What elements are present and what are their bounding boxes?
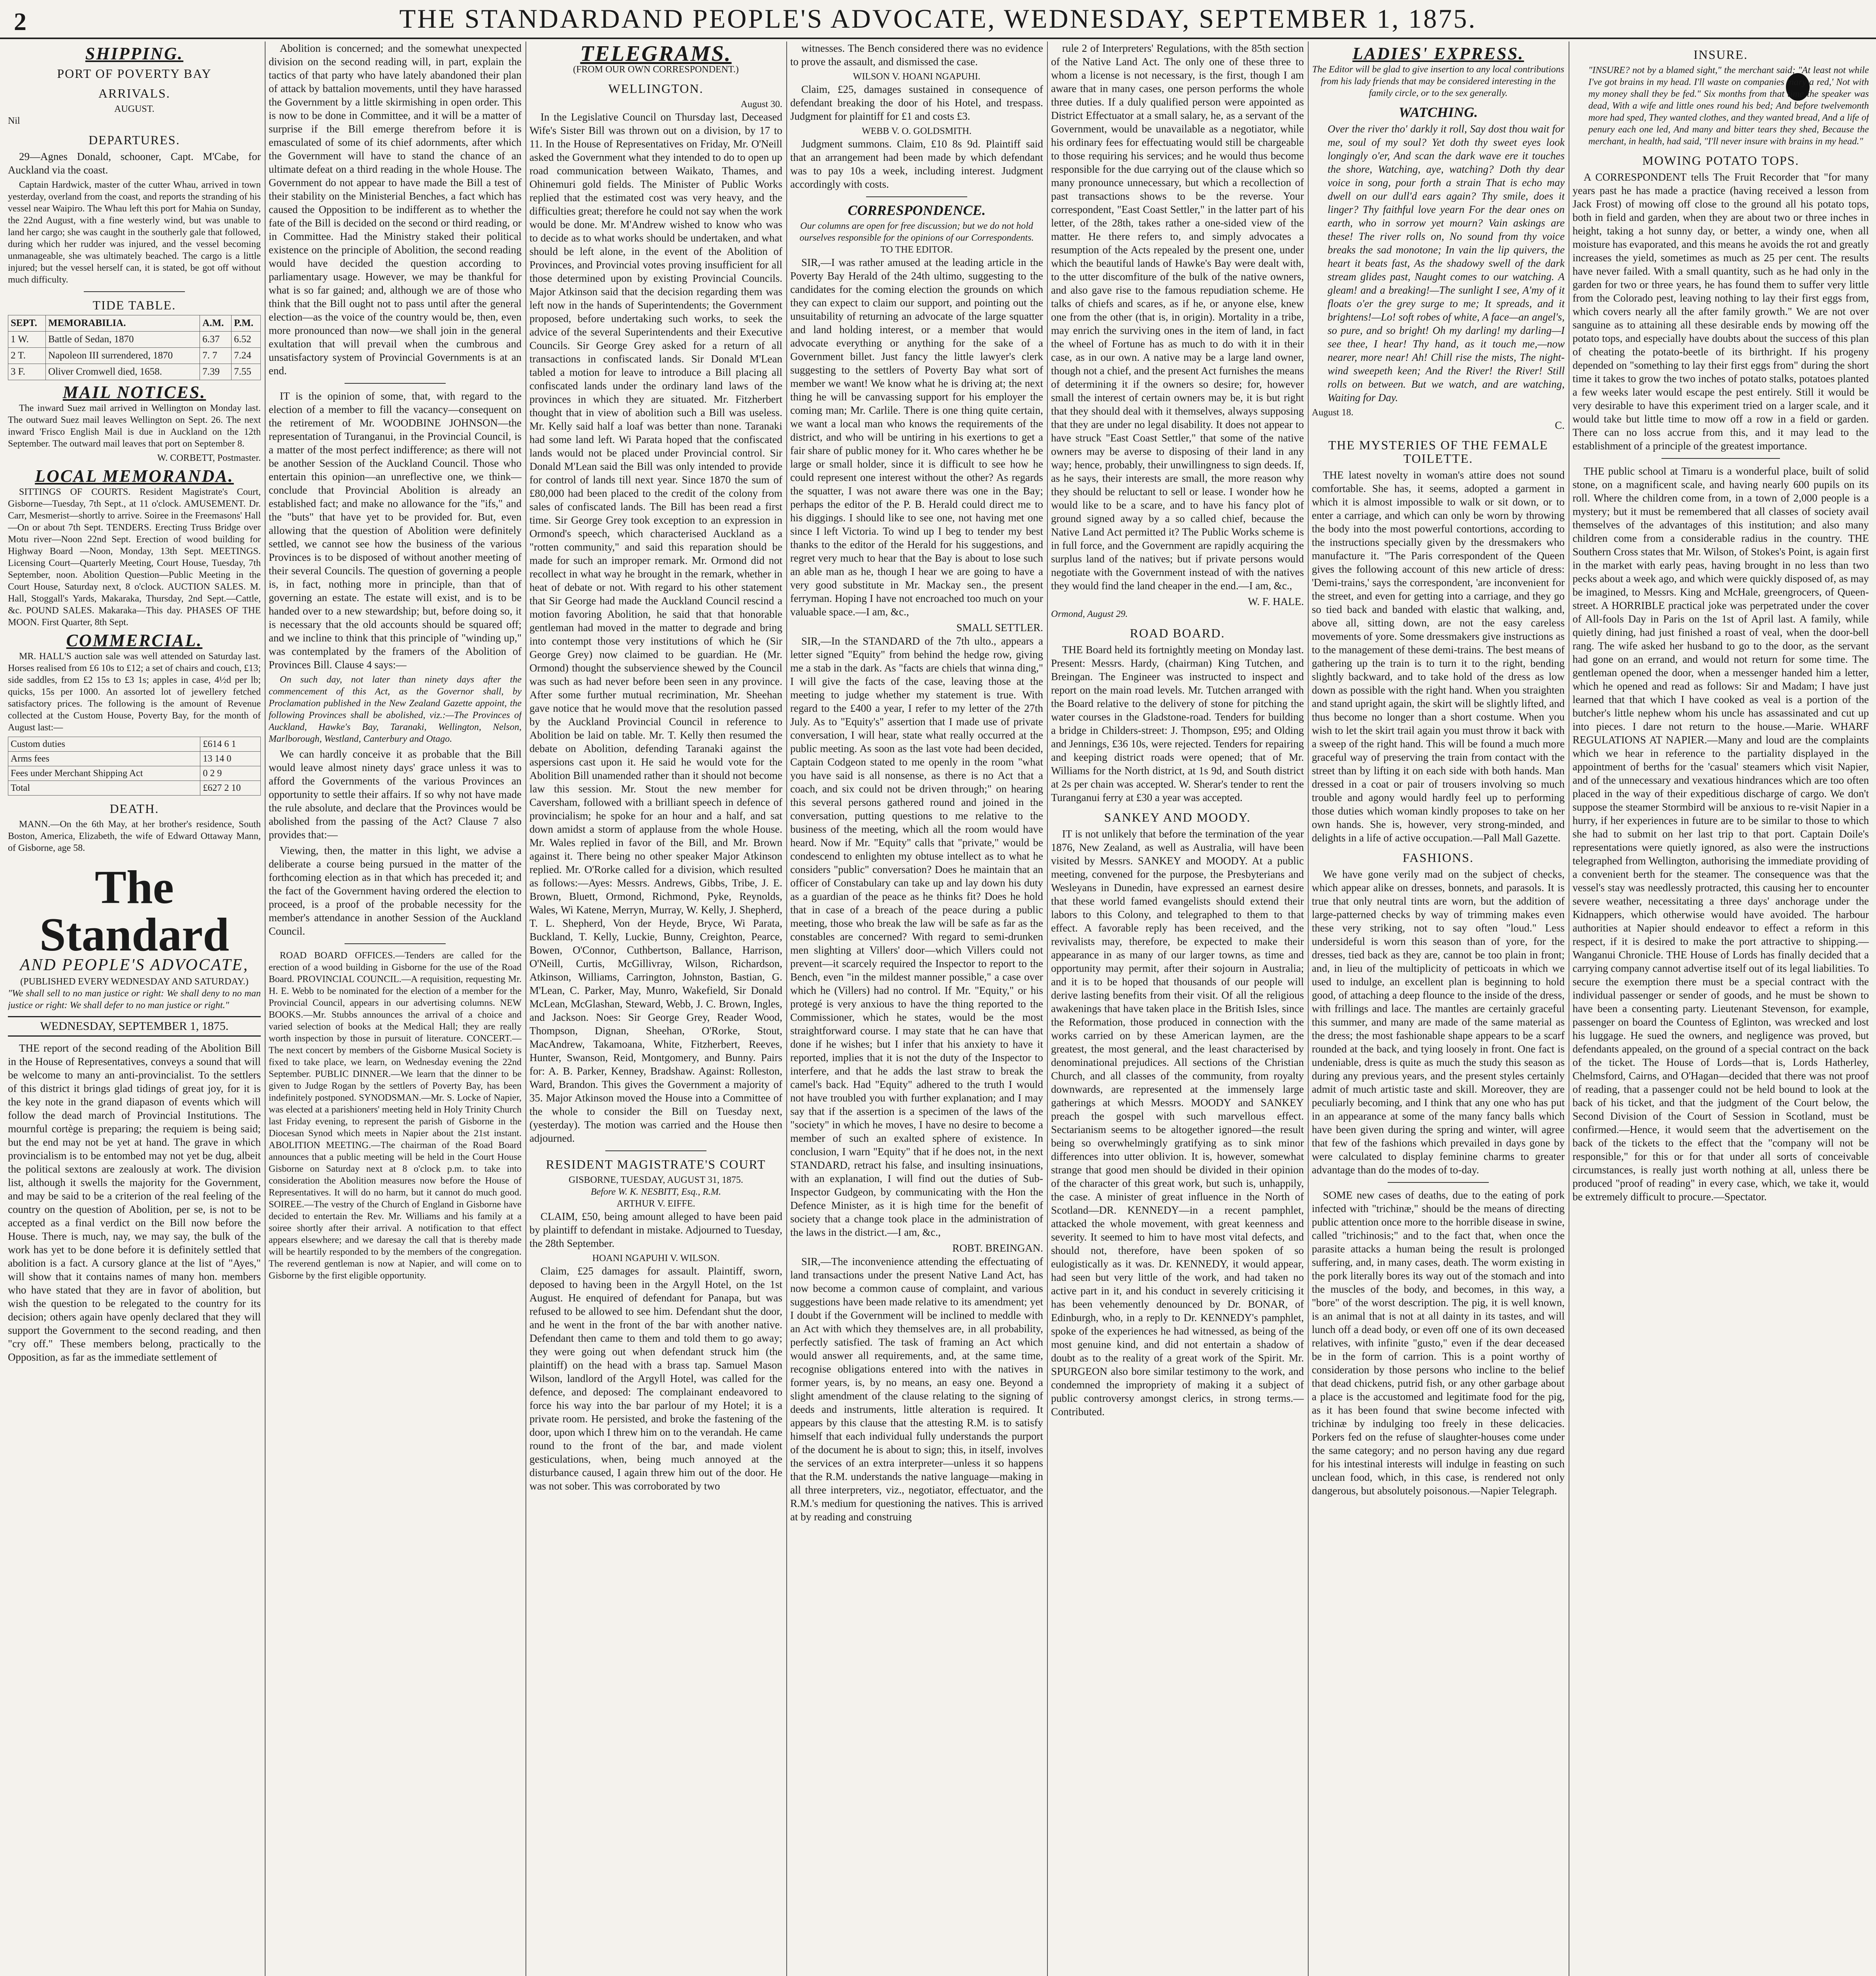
tide-cell: 3 F.: [8, 364, 46, 380]
trichinae-article: SOME new cases of deaths, due to the eating of pork infected with "trichinæ," should be the means of directing public attention once more to the horrible disease in swine, called "trichinosis;" and to the fact that, when once the parasite attacks a human being the result is prolonged suffering, and, in many cases, death. The worm existing in the pork literally bores its way out of the stomach and into the muscles of the body, and becomes, in this way, a "bore" of the worst description. The pig, it is well known, is an animal that is not at all dainty in its tastes, and will lunch off a dead body, or even off one of its own deceased relatives, with infinite "gusto," even if the dear deceased be in the form of carrion. This is a point worthy of consideration by those persons who incline to the belief that dead chickens, putrid fish, or any other garbage about a place is the accustomed and legitimate food for the pig, as it has been found that swine become infected with trichinæ by indulging too freely in these delicacies. Porkers fed on the refuse of slaughter-houses come under the same category; and no person having any due regard for his intestinal interests will indulge in feasting on such unclean food, which, in this case, is rendered not only dangerous, but absolutely poisonous.—Napier Telegraph.: [1312, 1189, 1565, 1497]
fashions-text: We have gone verily mad on the subject of checks, which appear alike on dresses, bonnets, and parasols. It is true that only neutral tints are worn, but the addition of large-patterned checks by way of trimming makes even these very striking, not to say often "loud." Less undersideful is worn this season than of yore, for the dresses, tied back as they are, cannot be too plain in front; and, in lieu of the multiplicity of petticoats in which we used to indulge, an excellent plan is beginning to hold good, of attaching a deep flounce to the inside of the dress, with frillings and lace. The mantles are certainly graceful this summer, and many are made of the same material as the dress; the most fashionable shape appears to be a scarf rounded at the back, and tying loosely in front. One fact is undeniable, dress is quite as much the study this season as during any previous years, and the present styles certainly admit of much artistic taste and skill. Moreover, they are peculiarly becoming, and I think that any one who has put in an appearance at some of the many fancy balls which have been given during the spring and winter, will agree that few of the fashions which prevailed in days gone by were calculated to display feminine charms to greater advantage than do the modes of to-day.: [1312, 868, 1565, 1176]
insure-title: INSURE.: [1693, 47, 1748, 62]
arrivals-month: AUGUST.: [114, 104, 154, 114]
dateline: WEDNESDAY, SEPTEMBER 1, 1875.: [8, 1016, 261, 1037]
letter-text: SIR,—I was rather amused at the leading article in the Poverty Bay Herald of the 24th ultimo, suggesting to the candidates for the coming election the grounds on which they can expect to claim our support, and pointing out the unsuitability of returning an advocate of the large squatter and land holding interest, or a member that would advocate everything or anything for the sake of a Government billet. Just fancy the little lawyer's clerk suggesting to the settlers of Poverty Bay what sort of member we want! We know what he is driving at; the next thing he will be canvassing support for his employer the coming man; Mr. Carlile. There is one thing quite certain, we want a local man who knows the requirements of the district, and who will be untiring in his exertions to get a fair share of public money for it. Who cares whether he be large or small holder, since it is difficult to see how he could represent one interest without the other? As regards the squatter, I was not aware there was one in the Bay; perhaps the editor of the P. B. Herald could direct me to his diggings. I should like to see one, not having met one since I left Victoria. To wind up I beg to tender my best thanks to the editor of the Herald for his suggestions, and regret very much to hear that the Bay is about to lose such an able man as he, though I hear we are going to have a very good substitute in Mr. Mackay sen., the present ferryman. Hoping I have not encroached too much on your valuable space.—I am, &c.,: [790, 256, 1043, 618]
mowing-title: MOWING POTATO TOPS.: [1642, 153, 1799, 168]
tide-table-title: TIDE TABLE.: [92, 298, 176, 312]
revenue-amount: £627 2 10: [200, 781, 261, 796]
case-text: Claim, £25, damages sustained in consequence of defendant breaking the door of his Hotel, and trespass. Judgment for plaintiff for £1 and costs £3.: [790, 83, 1043, 122]
table-row: [8, 737, 261, 752]
arrivals-heading: ARRIVALS.: [98, 86, 170, 100]
letter-dateline: Ormond, August 29.: [1051, 609, 1128, 619]
revenue-table: [8, 737, 261, 796]
editorial-2-conclusion: Viewing, then, the matter in this light, we advise a deliberate a course being pursued in the matter of the forthcoming election as in that which has preceded it; and the fact of the Government having ordered the election to proceed, is a proof of the probable necessity for the member's attendance in another Session of the Auckland Council.: [269, 845, 522, 937]
tide-cell: 6.52: [232, 332, 261, 348]
revenue-label: Custom duties: [8, 737, 200, 752]
masthead: THE STANDARDAND PEOPLE'S ADVOCATE, WEDNESDAY, SEPTEMBER 1, 1875.: [399, 4, 1477, 34]
ladies-express-title: LADIES' EXPRESS.: [1352, 44, 1524, 63]
tide-header: P.M.: [232, 315, 261, 332]
clause-4-quote: On such day, not later than ninety days after the commencement of this Act, as the Governor shall, by Proclamation published in the New Zealand Gazette appoint, the following Provinces shall be abolished, viz.:—The Provinces of Auckland, Hawke's Bay, Taranaki, Wellington, Nelson, Marlborough, Westland, Canterbury and Otago.: [269, 675, 522, 744]
nameplate: The Standard: [39, 861, 230, 961]
correspondence-title: CORRESPONDENCE.: [848, 202, 986, 218]
rm-court-title: RESIDENT MAGISTRATE'S COURT: [546, 1157, 766, 1171]
tide-table: [8, 315, 261, 380]
mysteries-text: THE latest novelty in woman's attire does not sound comfortable. She has, it seems, adopted a garment in which it is almost impossible to walk or sit down, or to enter a carriage, and which can only be worn by throwing the body into the most powerful contortions, according to the instructions specially given by the dressmakers who manufacture it. "The Paris correspondent of the Queen gives the following account of this new article of dress: 'Demi-trains,' says the correspondent, 'are inconvenient for the street, and even for getting into a carriage, and they go so tied back and banded with elastic that walking, and, above all, sitting down, are not the easy careless movements of yore. Some dressmakers give instructions as to the management of these demi-trains. The best means of gathering up the train is to turn it to the right, bending slightly backward, and to take hold of the dress as low down as possible with the right hand. When you straighten and stand upright again, the skirt will be slightly lifted, and thus become no longer than a short costume. When you wish to let the skirt trail again you must throw it back with a sweep of the right hand. This will be found a much more graceful way of preserving the train from contact with the street than by lifting it on each side with both hands. Man dressed in a coat or pair of trousers involving so much trouble and agony would hardly feel up to performing those duties which woman kindly proposes to take on her own hands. She is, however, very strong-minded, and delights in a life of active occupation.—Pall Mall Gazette.: [1312, 469, 1565, 844]
sankey-moody-title: SANKEY AND MOODY.: [1104, 810, 1251, 824]
column-divider: [265, 41, 266, 1976]
table-row: [8, 766, 261, 781]
tide-cell: 7.39: [200, 364, 232, 380]
revenue-amount: 13 14 0: [200, 752, 261, 766]
table-row: [8, 781, 261, 796]
mail-notices-title: MAIL NOTICES.: [62, 383, 206, 402]
tide-cell: 7.55: [232, 364, 261, 380]
page-header: [0, 0, 1876, 39]
column-divider: [1308, 41, 1309, 1976]
page-number: 2: [14, 8, 26, 36]
tide-header: SEPT.: [8, 315, 46, 332]
editorial-2-continued: We can hardly conceive it as probable that the Bill would leave almost ninety days' grace unless it was to afford the Governments of the various Provinces an opportunity to settle their affairs. If so why not have made the rule absolute, and declare that the Provinces would be abolished from the passing of the Act? Clause 7 also provides that:—: [269, 748, 522, 841]
revenue-label: Arms fees: [8, 752, 200, 766]
departures-heading: DEPARTURES.: [89, 133, 180, 147]
column-divider: [1047, 41, 1048, 1976]
road-board-text: THE Board held its fortnightly meeting on Monday last. Present: Messrs. Hardy, (chairman) King Tutchen, and Breingan. The Engineer was instructed to inspect and report on the main road levels. Mr. Tutchen arranged with the Board relative to the delivery of stone for pitching the water courses in the Gladstone-road. Tenders for building a bridge in Childers-street: J. Thompson, £95; and Olding and Jennings, £36 10s, were rejected. Tenders for repairing and keeping district roads were opened; that of Mr. Williams for the North district, at 1s 9d, and South district at 2s per chain was accepted. W. Sherar's tender to rent the Turanganui ferry at £30 a year was accepted.: [1051, 644, 1304, 803]
letter-text: SIR,—The inconvenience attending the effectuating of land transactions under the present Native Land Act, has now become a common cause of complaint, and various suggestions have been made relative to its amendment; yet I doubt if the Government will be inclined to meddle with an Act with which they themselves are, in all probability, perfectly satisfied. The task of framing an Act which would answer all requirements, and, at the same time, recognise obligations entered into with the natives in former years, is, by no means, an easy one. Beyond a slight amendment of the clause relating to the signing of deeds and instruments, little alteration is required. It appears by this clause that the attesting R.M. is to satisfy himself that each individual fully understands the purport of the document he is about to sign; this, in itself, involves the services of an extra interpreter—unless it so happens that the R.M. understands the native language—making in all three interpreters, viz., negotiator, effectuator, and the R.M.'s medium for questioning the natives. This is arrived at by reading and construing: [790, 1256, 1043, 1523]
tide-cell: 7. 7: [200, 348, 232, 364]
wellington-heading: WELLINGTON.: [608, 81, 704, 96]
departure-entry: 29—Agnes Donald, schooner, Capt. M'Cabe, for Auckland via the coast.: [8, 151, 261, 176]
local-notes: ROAD BOARD OFFICES.—Tenders are called for the erection of a wood building in Gisborne for the use of the Road Board. PROVINCIAL COUNCIL.—A requisition, requesting Mr. H. E. Webb to be nominated for the election of a member for the Provincial Council, appears in our advertising columns. NEW BOOKS.—Mr. Stubbs announces the arrival of a choice and varied selection of books at the Medical Hall; they are really worth inspection by those in pursuit of literature. CONCERT.—The next concert by members of the Gisborne Musical Society is fixed to take place, we learn, on Wednesday evening the 22nd September. PUBLIC DINNER.—We learn that the dinner to be given to Judge Rogan by the settlers of Poverty Bay, has been indefinitely postponed. SYNODSMAN.—Mr. S. Locke of Napier, was elected at a parishioners' meeting held in Holy Trinity Church last Friday evening, to represent the parish of Gisborne in the Diocesan Synod which meets in Napier about the 21st instant. ABOLITION MEETING.—The chairman of the Road Board announces that a public meeting will be held in the Court House Gisborne on Saturday next at 8 o'clock p.m. to take into consideration the Abolition measures now before the House of Representatives. It will do no harm, but it cannot do much good. SOIREE.—The vestry of the Church of England in Gisborne have decided to entertain the Rev. Mr. Williams and his family at a soiree shortly after their arrival. A notification to that effect appears elsewhere; and we daresay the call that is thereby made will be heartily responded to by the members of the congregation. The reverend gentleman is now at Napier, and will come on to Gisborne by the first eligible opportunity.: [269, 950, 522, 1281]
revenue-amount: £614 6 1: [200, 737, 261, 752]
rm-court-date: GISBORNE, TUESDAY, AUGUST 31, 1875.: [569, 1175, 743, 1185]
case-text: Judgment summons. Claim, £10 8s 9d. Plaintiff said that an arrangement had been made by which defendant was to pay 10s a week, including interest. Judgment accordingly with costs.: [790, 138, 1043, 190]
shipping-title: SHIPPING.: [85, 44, 184, 63]
mysteries-title: THE MYSTERIES OF THE FEMALE TOILETTE.: [1328, 438, 1548, 466]
letter-text-continued: rule 2 of Interpreters' Regulations, with the 85th section of the Native Land Act. The only one of these three to whom a license is not necessary, is the first, though I am aware that in many cases, one person performs the whole three duties. If a duly qualified person were appointed as District Effectuator at a small salary, he, as a servant of the Government, would be unavailable as a negotiator, while his ordinary fees for effectuating would still be chargeable to those requiring his services; and he would thus become responsible for the due carrying out of the clause which so many pronounce unnecessary, but which a recollection of past transactions shows to be the reverse. Your correspondent, "East Coast Settler," in the latter part of his letter, of the 28th, takes rather a one-sided view of the matter. He there refers to, and simply advocates a resumption of the Acts repealed by the present one, under which the beautiful lands of Hawke's Bay were dealt with, to the utter discomfiture of the bulk of the native owners, and also gave rise to the famous repudiation scheme. He talks of chiefs and scares, as if he, or anyone else, knew one from the other (that is, in origin). Mortality in a tribe, may enrich the surviving ones in the item of land, in fact the wheel of Fortune has as much to do with it in their case, as in our own. A native may be a large land owner, though not a chief, and the present Act furnishes the means of determining it if the owners so desire; for, however small the interest of certain owners may be, it is but right that they should deal with it themselves, always supposing that they are under no legal disability. It does not appear to have struck "East Coast Settler," that some of the native owners may be averse to disposing of their land in any way; hence, probably, their unwillingness to sign deeds. If, as he says, their interests are small, the more reason why they should be reluctant to sell or lease. I wonder how he would like to be a scare, and to have his fancy plot of ground signed away by a so called chief, because the Native Land Act permitted it? The Public Works scheme is in full force, and the Government are rapidly acquiring the surplus land of the natives; but if private persons would negotiate with the Government instead of with the natives they would find the land cheaper in the end.—I am, &c.,: [1051, 42, 1304, 592]
commercial-text: MR. HALL'S auction sale was well attended on Saturday last. Horses realised from £6 10s to £12; a set of chairs and couch, £13; side saddles, from £2 15s to £3 1s; apples in case, 4½d per lb; quicks, 15s per 1000. An assorted lot of jewellery fetched satisfactory prices. The following is the amount of Revenue collected at the Custom House, Poverty Bay, for the month of August last:—: [8, 651, 261, 733]
column-1: [8, 41, 261, 1976]
poem-signature: C.: [1555, 419, 1565, 431]
letter-text: SIR,—In the STANDARD of the 7th ulto., appears a letter signed "Equity" from behind the hedge row, giving me a stab in the dark. As "facts are chiels that winna ding," I will give the facts of the case, leaving those at the meeting to judge whether my statement is true. With regard to the £400 a year, I refer to my letter of the 27th July. As to "Equity's" assertion that I made use of private conversation, I will hear, state what really occurred at the public meeting. As soon as the last vote had been decided, Captain Codgeon stated to me openly in the room "what you have said is all nonsense, as there is no Act that a coach, and six could not be driven through;" on hearing this several persons gathered round and joined in the conversation, putting questions to me relative to the business of the meeting, which all the room would have heard. Now if Mr. "Equity" calls that "private," would be condescend to enlighten my obtuse intellect as to what he considers "public" conversation? Does he maintain that an officer of Constabulary can take up and lay down his duty as a guardian of the peace as he thinks fit? Does he hold that in case of a breach of the peace during a public meeting, those who break the law will be safe as far as the constables are concerned? With regard to semi-drunken men slighting at Villers' door—which Villers could not prevent—it scarcely required the Inspector to report to the Bench, even "in the mildest manner possible," a case over which he (Villers) had no control. If Mr. "Equity," or his protegé is very anxious to have the thing reported to the Commissioner, which he states, would be the most straightforward course. I may state that he can have that done if he wishes; but I infer that his anxiety to have it reported, implies that it is not the duty of the Inspector to interfere, and that he adds the last straw to break the camel's back. Had "Equity" adhered to the truth I would not have troubled you with further explanation; and I may say that if the assertion is a specimen of the laws of the "society" in which he moves, I have no desire to become a member of such an exalted sphere of existence. In conclusion, I warn "Equity" that if he does not, in the next STANDARD, retract his false, and insulting insinuations, with an explanation, I will find out the duties of Sub-Inspector Gudgeon, by communicating with the Hon the Defence Minister, as it is high time for the benefit of society that a change took place in the administration of the laws in the district.—I am, &c.,: [790, 635, 1043, 1238]
table-row: [8, 332, 261, 348]
table-row: [8, 752, 261, 766]
mail-signature: W. CORBETT, Postmaster.: [157, 453, 261, 463]
case-title: WEBB V. O. GOLDSMITH.: [862, 126, 972, 136]
case-text: CLAIM, £50, being amount alleged to have been paid by plaintiff to defendant in mistake. Adjourned to Tuesday, the 28th September.: [529, 1210, 782, 1249]
telegrams-source: (FROM OUR OWN CORRESPONDENT.): [573, 64, 739, 75]
road-board-title: ROAD BOARD.: [1130, 626, 1225, 640]
shipping-report: Captain Hardwick, master of the cutter Whau, arrived in town yesterday, overland from the coast, and reports the stranding of his vessel near Waipiro. The Whau left this port for Mahia on Sunday, the 22nd August, with a fine westerly wind, but was unable to land her cargo; she was caught in the southerly gale that followed, during which her rudder was injured, and the vessel becoming unmanageable, she was ultimately beached. The cargo is a little injured; but the vessel herself can, it is stated, be got off without much difficulty.: [8, 180, 261, 285]
column-4: [790, 41, 1043, 1976]
telegram-date: August 30.: [740, 99, 782, 109]
to-editor: TO THE EDITOR.: [880, 245, 953, 255]
editorial-text: THE report of the second reading of the Abolition Bill in the House of Representatives, conveys a sound that will be welcome to many an anti-provincialist. To the settlers of this district it brings glad tidings of great joy, for it is the key note in the grand diapason of events which will follow the dead march of Provincial Institutions. The mournful cortège is preparing; the requiem is being said; but the end may not be yet at hand. The grave in which provincialism is to be entombed may not yet be dug, albeit the political sextons are zealously at work. The division list, although it swells the majority for the Government, and may be said to be a criterion of the real feeling of the country on the question of Abolition, per se, is not to be accepted as a final verdict on the Bill now before the House. There is much, nay, we may say, the bulk of the work has yet to be done before it is definitely settled that abolition is a fact. A cursory glance at the list of "Ayes," will show that it contains names of many hon. members who have stated that they are in favor of abolition, but wish the question to be relegated to the country for its decision; others again have openly declared that they will support the Government to the second reading, and then "cry off." These members belong, practically to the Opposition, as far as the immediate settlement of: [8, 1042, 261, 1363]
tide-cell: Battle of Sedan, 1870: [46, 332, 200, 348]
case-text: Claim, £25 damages for assault. Plaintiff, sworn, deposed to having been in the Argyll Hotel, on the 1st August. He enquired of defendant for Panapa, but was refused to be allowed to see him. Defendant shut the door, and he went in the front of the bar with another native. Defendant then came to them and told them to go away; they were going out when defendant struck him (the plaintiff) on the head with a brass tap. Samuel Mason Wilson, landlord of the Argyll Hotel, was called for the defence, and deposed: The complainant endeavored to force his way into the bar parlour of my Hotel; it is a private room. He persisted, and broke the fastening of the door, upon which I threw him on to the verandah. He came round to the front of the bar, and made violent gesticulations, when, being much annoyed at the disturbance caused, I again threw him out of the door. He was not sober. This was corroborated by two: [529, 1265, 782, 1492]
letter-signature: ROBT. BREINGAN.: [952, 1242, 1043, 1254]
tide-header: A.M.: [200, 315, 232, 332]
case-text-continued: witnesses. The Bench considered there was no evidence to prove the assault, and dismissed the case.: [790, 42, 1043, 68]
letter-signature: W. F. HALE.: [1248, 596, 1304, 607]
column-6: [1312, 41, 1565, 1976]
poem-text: Over the river tho' darkly it roll, Say dost thou wait for me, soul of my soul? Yet doth thy sweet eyes look longingly o'er, And scan the dark wave ere it touches the shore, Watching, aye, watching? Doth thy dear voice in song, pour forth a strain That is echo may dwell on our dull'd ears again? Thy smile, does it linger? Thy faithful love yearn For the dear ones on earth, who in sorrow yet mourn? Vain askings are these! The river rolls on, No sound from thy voice breaks the sad monotone; In vain the lip quivers, the heart it beats fast, As the shadowy swell of the dark stream glides past, Naught comes to our watching. A gleam! and a breaking!—The sunlight I see, A'my of it floats o'er the grey surge to me; It spreads, and it brightens!—Lo! soft robes of white, A face—an angel's, so pure, and so bright! Oh my darling! my darling—I see thee, I hear! Thy hand, as it touch me,—now nearer, more near! Ah! Chill rise the mists, The night-wind sweepeth keen; And the River! the River! Still rolls on between. But we watch, and are watching, Waiting for Day.: [1328, 123, 1565, 403]
sankey-moody-text: IT is not unlikely that before the termination of the year 1876, New Zealand, as well as Australia, will have been visited by Messrs. SANKEY and MOODY. At a public meeting, convened for the purpose, the Presbyterians and Wesleyans in Dunedin, have expressed an earnest desire that these world famed evangelists should extend their labors to this Colony, and telegraphed to them to that effect. A favorable reply has been received, and the revivalists may, therefore, be expected to make their appearance in as many of our larger towns, as time and opportunity may permit, after their sojourn in Australia; and it is to be hoped that thousands of our people will derive lasting benefits from their visit. Of all the religious awakenings that have taken place in the British Isles, since the Reformation, those produced in connection with the works carried on by these American laymen, are the greatest, the most general, and the least characterised by denominational prejudices. All sections of the Christian Church, and all classes of the community, from royalty downwards, are represented at the immensely large gatherings at which Messrs. MOODY and SANKEY preach the gospel with such marvellous effect. Sectarianism seems to be altogether ignored—the result being so overwhelmingly gratifying as to sink minor differences into utter oblivion. It is, however, somewhat strange that good men should be divided in their opinion of the character of this great work, but such is, unhappily, the case. A minister of great influence in the North of Scotland—DR. KENNEDY—in a recent pamphlet, attacked the whole movement, with great keenness and severity. It seemed to him to have most vital defects, and should not, therefore, have been spoken of so eulogistically as it was. Dr. KENNEDY, it would appear, had seen but very little of the work, and had taken no active part in it, and his conduct in severely criticising it has been vehemently denounced by Dr. BONAR, of Edinburgh, who, in a reply to Dr. KENNEDY's pamphlet, spoke of the experiences he had witnessed, as being of the most genuine kind, and did not entertain a shadow of doubt as to the reality of a great work of the Spirit. Mr. SPURGEON also bore similar testimony to the work, and condemned the impropriety of making it a subject of public controversy amongst clerics, in strong terms.—Contributed.: [1051, 828, 1304, 1418]
local-memoranda-title: LOCAL MEMORANDA.: [35, 466, 234, 486]
fashions-title: FASHIONS.: [1402, 850, 1474, 865]
tide-cell: 6.37: [200, 332, 232, 348]
tide-cell: 2 T.: [8, 348, 46, 364]
tide-cell: Oliver Cromwell died, 1658.: [46, 364, 200, 380]
column-7: [1573, 41, 1869, 1976]
revenue-label: Fees under Merchant Shipping Act: [8, 766, 200, 781]
commercial-title: COMMERCIAL.: [66, 631, 203, 650]
revenue-label: Total: [8, 781, 200, 796]
case-title: HOANI NGAPUHI V. WILSON.: [592, 1253, 720, 1263]
miscellany-text: THE public school at Timaru is a wonderful place, built of solid stone, on a magnificent scale, and having nearly 600 pupils on its roll. Where the children come from, in a town of 2,000 people is a mystery; but it must be remembered that all classes of society avail themselves of the advantages of this institution; and also many children come from a considerable radius in the country. THE Southern Cross states that Mr. Wilson, of Stokes's Point, is again first in the market with early peas, having brought in no less than two pecks about a week ago, and which were quickly disposed of, as may be imagined, to Messrs. King and McHale, greengrocers, of Queen-street. A HORRIBLE practical joke was perpetrated under the cover of All-fools Day in Paris on the 1st of April last. A family, while quietly dining, had just finished a roast of veal, when the door-bell rang. The wife asked her husband to go to the door, as the servant had gone on an errand, and would not return for some time. The gentleman opened the door, when a messenger handed him a letter, which he opened and read as follows: Sir and Madam; I have just learned that that which I have cooked as veal is a portion of the butcher's little nephew whom his uncle has assassinated and cut up into pieces. I dare not return to the house.—Marie. WHARF REGULATIONS AT NAPIER.—Many and loud are the complaints which we hear in reference to the partiality displayed in the appointment of berths for the 'casual' steamers which visit Napier, and of the unnecessary and vexatious hindrances which are too often placed in the way of their expeditious discharge of cargo. We don't suppose the steamer Stormbird will be anxious to re-visit Napier in a hurry, if her experiences in future are to be similar to those to which she had to submit on her last trip to that port. Captain Doile's representations were quietly ignored, as also were the instructions telegraphed from Wellington, authorising the immediate providing of a convenient berth for the steamer. The consequence was that the vessel's stay was needlessly protracted, this causing her to encounter severe weather, necessitating a three days' anchorage under the Kidnappers, which otherwise would have avoided. The harbour authorities at Napier should endeavor to effect a reform in this respect, if it is desired to make the port attractive to shipping.—Wanganui Chronicle. THE House of Lords has finally decided that a carrying company cannot advertise itself out of its legal liabilities. To secure the exemption there must be a special contract with the individual passenger or sender of goods, and he must be shown to have been a consenting party. Lieutenant Stevenson, for example, passenger on board the Countess of Eglinton, was wrecked and lost his luggage. He sued the owners, and negligence was proved, but defendants appealed, on the ground of a special contract on the back of the ticket. The House of Lords—that is, Lords Hatherley, Chelmsford, Cairns, and O'Hagan—decided that there was not proof of reading, that a passenger could not be held bound to look at the back of his ticket, and that the judgment of the Court below, the Second Division of the Court of Session in Scotland, must be confirmed.—Hence, it would seem that the advertisement on the back of the tickets to the effect that the "company will not be responsible," for this or for that under all sorts of conceivable circumstances, is really just worth nothing at all, unless there be produced "proof of reading" in every case, which, we take it, would be extremely difficult to procure.—Spectator.: [1573, 465, 1869, 1203]
publication-schedule: (PUBLISHED EVERY WEDNESDAY AND SATURDAY.): [20, 977, 249, 987]
correspondence-note: Our columns are open for free discussion; but we do not hold ourselves responsible for the opinions of our Correspondents.: [799, 221, 1034, 243]
poem-title: WATCHING.: [1398, 104, 1478, 120]
tide-cell: 1 W.: [8, 332, 46, 348]
editorial-2: IT is the opinion of some, that, with regard to the election of a member to fill the vacancy—consequent on the retirement of Mr. WOODBINE JOHNSON—the representation of Turanganui, in the Provincial Council, is a matter of the most perfect indifference; as there will not be another Session of the Auckland Council. Those who entertain this opinion—an unreflective one, we think—conclude that Provincial Abolition is already an established fact; and make no allowance for the "ifs," and the "buts" that have yet to be provided for. But, even allowing that the question of Abolition were definitely settled, we cannot see how the business of the various Provinces is to be disposed of without another meeting of their several Councils. The question of governing a people is, in fact, nothing more in principle, than that of governing an estate. The estate will exist, and is to be handed over to a new stewardship; but, before doing so, it is necessary that the old accounts should be squared off; and we incline to think that this principle of "winding up," was contemplated by the framers of the Abolition of Provinces Bill. Clause 4 says:—: [269, 390, 522, 671]
death-notice: MANN.—On the 6th May, at her brother's residence, South Boston, America, Elizabeth, the wife of Edward Ottaway Mann, of Gisborne, age 58.: [8, 819, 261, 853]
local-memoranda-text: SITTINGS OF COURTS. Resident Magistrate's Court, Gisborne—Tuesday, 7th Sept., at 11 o'clock. AMUSEMENT. Dr. Carr, Mesmerist—shortly to arrive. Soiree in the Freemasons' Hall—On or about 7th Sept. TENDERS. Erecting Truss Bridge over Motu river—Noon 22nd Sept. Erection of wood building for Highway Board —Noon, Monday, 13th Sept. MEETINGS. Licensing Court—Quarterly Meeting, Court House, Tuesday, 7th September, noon. Abolition Question—Public Meeting in the Court House, Saturday next, 8 o'clock. AUCTION SALES. M. Hall, Stoggall's Yards, Makaraka, Thursday, 2nd Sept.—Cattle, &c. POUND SALES. Makaraka—This day. PHASES OF THE MOON. First Quarter, 8th Sept.: [8, 487, 261, 628]
column-divider: [786, 41, 787, 1976]
case-title: WILSON V. HOANI NGAPUHI.: [853, 72, 981, 82]
tide-cell: 7.24: [232, 348, 261, 364]
ladies-express-note: The Editor will be glad to give insertion to any local contributions from his lady friends that may be considered interesting in the family circle, or to the sex generally.: [1312, 64, 1564, 98]
table-row: [8, 348, 261, 364]
telegrams-title: TELEGRAMS.: [580, 41, 732, 66]
death-title: DEATH.: [109, 801, 159, 816]
editorial-continued: Abolition is concerned; and the somewhat unexpected division on the second reading will, in part, explain the tactics of that party who have lately abandoned their plan of attack by battalion movements, until they have harassed the Government by a little skirmishing in open order. This is now to be done in Committee, and it will be a matter of surprise if the Bill emerge therefrom before it is emasculated of some of its chief adornments, after which the Government will have to stand the chance of an ultimate defeat on a third reading in the whole House. The Government do not appear to have made the Bill a test of their stability on the Ministerial Benches, a fact which has caused the Opposition to be indifferent as to whether the fate of the Bill is decided on the second or third reading, or in Committee. Had the Ministry staked their political existence on the principle of Abolition, the second reading would have decided the question according to parliamentary usage. However, we may be thankful for what is so far gained; and, although we are of those who think that the Bill ought not to pass until after the general election—as the voice of the country would be, then, even more pronounced than now—we shall join in the general exultation that will prevail when the cumbrous and unsatisfactory system of Provincial Governments is at an end.: [269, 42, 522, 377]
insure-poem: "INSURE? not by a blamed sight," the merchant said; "At least not while I've got brains in my head. I'll waste on companies 'nary a red,' Not with my money shall they be fed." Six months from that time the speaker was dead, With a wife and little ones round his bed; And before twelvemonth more had sped, They wanted clothes, and they wanted bread, And a life of penury each one led, And many and bitter tears they shed, Because the merchant, in health, had said, "I'll never insure with brains in my head.": [1588, 65, 1869, 147]
tide-header: MEMORABILIA.: [46, 315, 200, 332]
poem-date: August 18.: [1312, 407, 1354, 418]
nameplate-subtitle: AND PEOPLE'S ADVOCATE,: [20, 956, 249, 974]
tide-cell: Napoleon III surrendered, 1870: [46, 348, 200, 364]
telegram-text: In the Legislative Council on Thursday last, Deceased Wife's Sister Bill was thrown out on a division, by 17 to 11. In the House of Representatives on Friday, Mr. O'Neill asked the Government what they intended to do to open up road communication between Waikato, Thames, and Ohinemuri gold fields. The Minister of Public Works replied that the estimated cost was very heavy, and the difficulties great; therefore he could not say when the work would be done. Mr. M'Andrew wished to know who was to decide as to what works should be undertaken, and what should be left alone, in the event of the Abolition of Provinces, and Provincial votes proving insufficient for all those determined upon by existing Provincial Councils. Major Atkinson said that the decision regarding them was left now in the hands of Superintendents; the Government proposed, before undertaking such works, to seek the advice of the several Superintendents and their Executive Councils. Sir George Grey asked for a return of all transactions in confiscated lands. Sir Donald M'Lean tabled a motion for leave to introduce a Bill placing all confiscated lands under the ordinary land laws of the provinces in which they are situated. Mr. Fitzherbert thought that in view of abolition such a Bill was useless. Mr. Kelly said half a loaf was better than none. Taranaki had some land left. Wi Parata hoped that the confiscated lands would not be placed under Provincial control. Sir Donald M'Lean said the Bill was only intended to provide for control of lands till next year. Since 1870 the sum of £80,000 had been placed to the credit of the colony from sales of confiscated lands. The Bill has been read a first time. Sir George Grey took exception to an expression in Ormond's speech, which characterised Auckland as a "rotten community," and said this reparation should be made for such an improper remark. Mr. Ormond did not recollect in what way he brought in the remark, whether in heat of debate or not. With regard to his other statement that Sir George had made the Auckland Council rescind a motion favoring Abolition, he said that that honorable gentleman had moved in the matter to degrade and bring into contempt those very institutions of which he (Sir George Grey) now claimed to be guardian. He (Mr. Ormond) thought the subservience shewed by the Council was such as had never before been seen in any province. After some further mutual recrimination, Mr. Sheehan gave notice that he would move that the resolution passed by the Auckland Provincial Council in reference to Abolition be laid on table. Mr. T. Kelly then resumed the debate on Abolition, defending Taranaki against the aspersions cast upon it. He said he would vote for the Abolition Bill unamended rather than it should not become law this session. Mr. Stout the new member for Caversham, followed with a brilliant speech in defence of provincialism; he spoke for an hour and a half, and sat down amidst a storm of applause from the whole House. Mr. Wales replied in favor of the Bill, and Mr. Brown against it. There being no other speaker Major Atkinson replied. Mr. O'Rorke called for a division, which resulted as follows:—Ayes: Messrs. Andrews, Gibbs, Tribe, J. E. Brown, Bluett, Ormond, Richmond, Pyke, Reynolds, Wales, Wi Katene, Merryn, Murray, W. Kelly, J. Shepherd, T. L. Shepherd, Von der Heyde, Bryce, Wi Parata, Buckland, T. Kelly, Luckie, Bunny, Creighton, Pearce, Bowen, O'Connor, Cuthbertson, Ballance, Harrison, O'Neill, Curtis, McGillivray, Wilson, Richardson, Atkinson, Williams, Carrington, Johnston, Bastian, G. M'Lean, C. Parker, May, Munro, Wakefield, Sir Donald McLean, McGlashan, Steward, Webb, J. C. Brown, Ingles, and Jackson. Noes: Sir George Grey, Reader Wood, Thompson, Dignan, Sheehan, O'Rorke, Stout, MacAndrew, Takamoana, White, Fitzherbert, Reeves, Hunter, Swanson, Reid, Montgomery, and Bunny. Pairs for: A. B. Parker, Kenney, Bradshaw. Against: Rolleston, Ward, Brandon. This gives the Government a majority of 35. Major Atkinson moved the House into a Committee of the whole to consider the Bill on Tuesday next, (yesterday). The motion was carried and the House then adjourned.: [529, 111, 782, 1144]
revenue-amount: 0 2 9: [200, 766, 261, 781]
mail-notices-text: The inward Suez mail arrived in Wellington on Monday last. The outward Suez mail leaves Wellington on Sept. 26. The next inward 'Frisco English Mail is due in Auckland on the 12th September. The outward mail leaves that port on September 8.: [8, 403, 261, 449]
column-2: [269, 41, 522, 1976]
column-5: [1051, 41, 1304, 1976]
rm-court-before: Before W. K. NESBITT, Esq., R.M.: [591, 1187, 721, 1197]
column-3: [529, 41, 782, 1976]
mowing-text: A CORRESPONDENT tells The Fruit Recorder that "for many years past he has made a practice (having received a lesson from Jack Frost) of mowing off close to the ground all his potato tops, both in field and garden, when they are about two or three inches in height, taking a hot sunny day, or better, a windy one, when all moisture has evaporated, and this means he avoids the rot and greatly increases the yield, sometimes as much as 25 per cent. The results have never failed. With a small quantity, such as he had only in the garden for two or three years, he has found them to suffer very little from the Colorado pest, leaving nothing to lay their first eggs from, which covers nearly all the after family growth." We are not over sanguine as to attaining all these desirable ends by mowing off the potato tops, and especially have doubts about the success of this plan of cheating the potato-beetle of its birthright. If his progeny depended on "something to lay their first eggs from" during the short time it takes to grow the two inches of potato stalks, potatoes planted a few weeks later would escape the pest entirely. Still it would be very desirable to have this experiment tried on a larger scale, and it would take but little time to mow off a row in a field or garden. There can no loss accrue from this, and it may lead to the establishment of a principle of the greatest importance.: [1573, 171, 1869, 452]
letter-signature: SMALL SETTLER.: [956, 622, 1043, 634]
case-title: ARTHUR V. EIFFE.: [616, 1199, 695, 1209]
table-row: [8, 364, 261, 380]
port-title: PORT OF POVERTY BAY: [57, 66, 212, 81]
arrivals-nil: Nil: [8, 116, 20, 126]
motto: "We shall sell to no man justice or right: We shall deny to no man justice or right: We shall defer to no man justice or right.": [8, 988, 261, 1011]
